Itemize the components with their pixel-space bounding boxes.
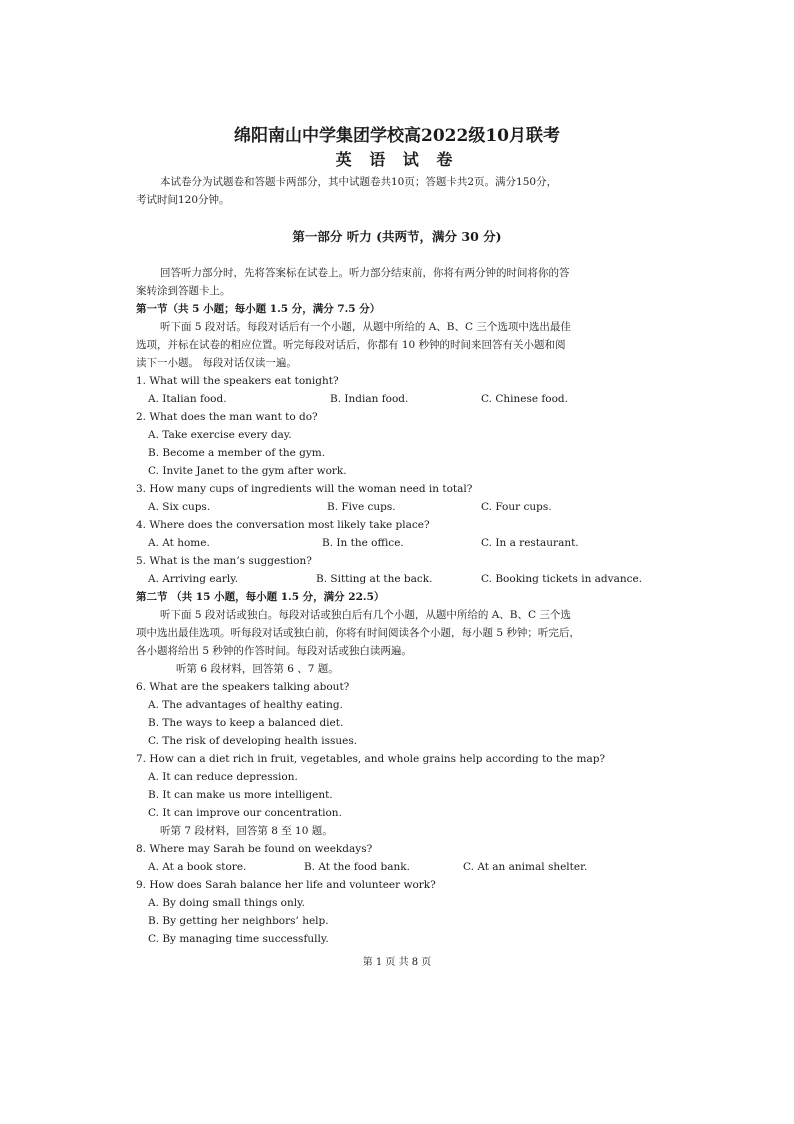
question-1-stem: 1. What will the speakers eat tonight?	[136, 375, 339, 387]
question-3-option-a: A. Six cups.	[148, 501, 211, 513]
section2-instruction-line-2: 项中选出最佳选项。听每段对话或独白前，你将有时间阅读各个小题，每小题 5 秒钟；听完后，	[136, 627, 580, 639]
question-7-option-b: B. It can make us more intelligent.	[148, 789, 333, 801]
section1-instruction-line-1: 听下面 5 段对话。每段对话后有一个小题，从题中所给的 A、B、C 三个选项中选出最佳	[160, 321, 571, 333]
section2-instruction-line-3: 各小题将给出 5 秒钟的作答时间。每段对话或独白读两遍。	[136, 645, 412, 657]
part1-instruction-line-1: 回答听力部分时，先将答案标在试卷上。听力部分结束前，你将有两分钟的时间将你的答	[160, 267, 570, 279]
question-5-option-c: C. Booking tickets in advance.	[481, 573, 643, 585]
question-5-option-a: A. Arriving early.	[148, 573, 239, 585]
question-4-option-a: A. At home.	[148, 537, 210, 549]
exam-title: 绵阳南山中学集团学校高2022级10月联考	[234, 126, 560, 146]
question-3-option-b: B. Five cups.	[327, 501, 396, 513]
section1-instruction-line-2: 选项，并标在试卷的相应位置。听完每段对话后，你都有 10 秒钟的时间来回答有关小题和阅	[136, 339, 566, 351]
question-2-stem: 2. What does the man want to do?	[136, 411, 318, 423]
question-6-stem: 6. What are the speakers talking about?	[136, 681, 350, 693]
question-3-stem: 3. How many cups of ingredients will the woman need in total?	[136, 483, 473, 495]
question-7-stem: 7. How can a diet rich in fruit, vegetables, and whole grains help according to the map?	[136, 753, 606, 765]
material-7-label: 听第 7 段材料，回答第 8 至 10 题。	[160, 825, 333, 837]
part1-instruction-line-2: 案转涂到答题卡上。	[136, 285, 231, 297]
part1-title: 第一部分 听力 (共两节，满分 30 分)	[292, 229, 502, 244]
question-6-option-a: A. The advantages of healthy eating.	[148, 699, 343, 711]
question-9-option-c: C. By managing time successfully.	[148, 933, 329, 945]
question-9-stem: 9. How does Sarah balance her life and volunteer work?	[136, 879, 436, 891]
question-1-option-b: B. Indian food.	[330, 393, 409, 405]
question-8-option-b: B. At the food bank.	[304, 861, 410, 873]
question-9-option-a: A. By doing small things only.	[148, 897, 305, 909]
question-3-option-c: C. Four cups.	[481, 501, 552, 513]
question-2-option-b: B. Become a member of the gym.	[148, 447, 326, 459]
question-7-option-c: C. It can improve our concentration.	[148, 807, 342, 819]
exam-subtitle: 英 语 试 卷	[335, 150, 459, 169]
question-2-option-c: C. Invite Janet to the gym after work.	[148, 465, 347, 477]
question-9-option-b: B. By getting her neighbors’ help.	[148, 915, 329, 927]
intro-line-1: 本试卷分为试题卷和答题卡两部分，其中试题卷共10页；答题卡共2页。满分150分，	[160, 176, 558, 188]
question-4-option-b: B. In the office.	[322, 537, 404, 549]
question-1-option-c: C. Chinese food.	[481, 393, 568, 405]
section2-heading: 第二节 （共 15 小题，每小题 1.5 分，满分 22.5）	[136, 591, 385, 603]
question-4-stem: 4. Where does the conversation most likely take place?	[136, 519, 430, 531]
question-8-option-a: A. At a book store.	[148, 861, 247, 873]
question-5-option-b: B. Sitting at the back.	[316, 573, 433, 585]
intro-line-2: 考试时间120分钟。	[136, 194, 230, 206]
page-number-footer: 第 1 页 共 8 页	[362, 957, 432, 968]
question-7-option-a: A. It can reduce depression.	[148, 771, 298, 783]
question-1-option-a: A. Italian food.	[148, 393, 227, 405]
question-6-option-c: C. The risk of developing health issues.	[148, 735, 358, 747]
section1-heading: 第一节（共 5 小题；每小题 1.5 分，满分 7.5 分）	[136, 303, 381, 315]
section1-instruction-line-3: 读下一小题。 每段对话仅读一遍。	[136, 357, 297, 369]
question-6-option-b: B. The ways to keep a balanced diet.	[148, 717, 344, 729]
question-2-option-a: A. Take exercise every day.	[148, 429, 292, 441]
question-8-option-c: C. At an animal shelter.	[463, 861, 588, 873]
question-8-stem: 8. Where may Sarah be found on weekdays?	[136, 843, 373, 855]
section2-instruction-line-1: 听下面 5 段对话或独白。每段对话或独白后有几个小题，从题中所给的 A、B、C 三个选	[160, 609, 571, 621]
question-4-option-c: C. In a restaurant.	[481, 537, 579, 549]
material-6-label: 听第 6 段材料，回答第 6 、7 题。	[176, 663, 339, 675]
question-5-stem: 5. What is the man’s suggestion?	[136, 555, 312, 567]
